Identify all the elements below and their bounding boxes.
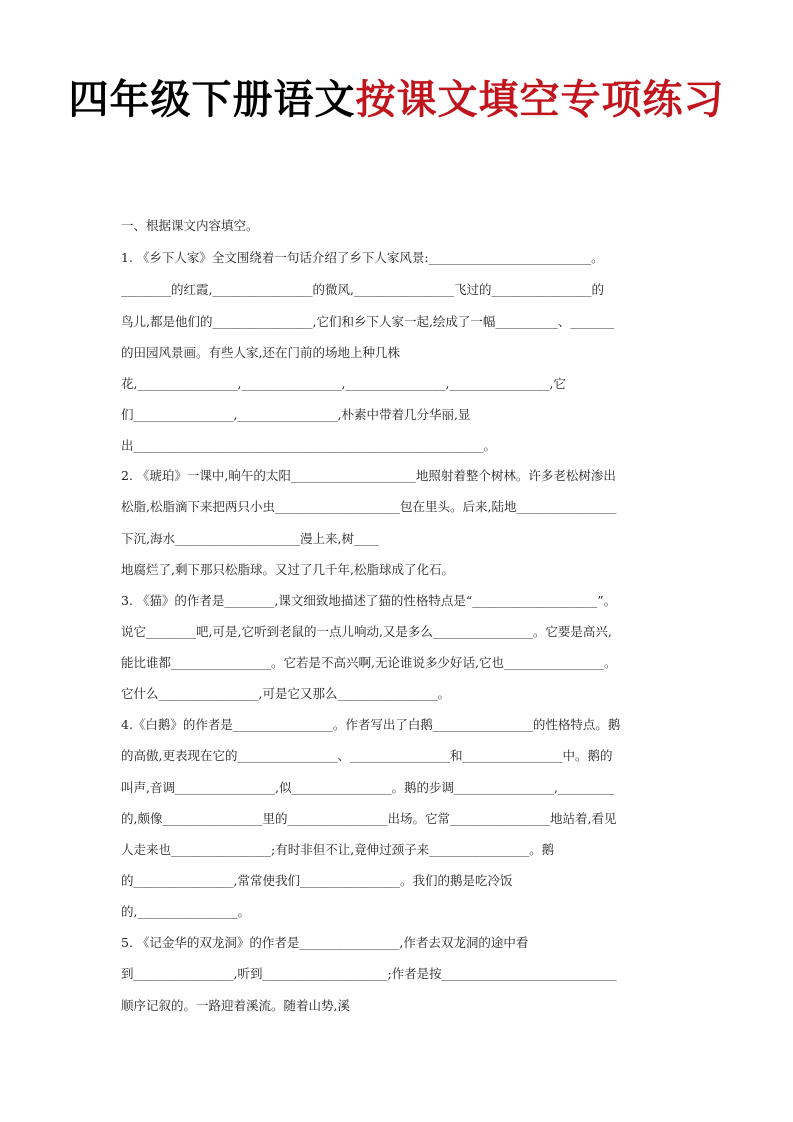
- text-line: 们________________,________________,朴素中带着几分华丽,显: [121, 407, 471, 422]
- text-line: 花,________________,________________,________________,________________,它: [121, 376, 566, 391]
- text-line: 鸟儿,都是他们的________________,它们和乡下人家一起,绘成了一幅__________、_______: [121, 314, 615, 329]
- text-line: 5. 《记金华的双龙洞》的作者是________________,作者去双龙洞的途中看: [121, 935, 529, 950]
- text-line: ________的红霞,________________的微风,________________飞过的________________的: [121, 282, 604, 297]
- text-line: 到________________,听到____________________;作者是按____________________________: [121, 966, 617, 981]
- title-black-part: 四年级下册语文: [68, 77, 356, 123]
- text-line: 能比谁都________________。它若是不高兴啊,无论谁说多少好话,它也________________。: [121, 655, 617, 670]
- text-line: 说它________吧,可是,它听到老鼠的一点儿响动,又是多么________________。它要是高兴,: [121, 624, 612, 639]
- text-line: 的________________,常常使我们________________。我们的鹅是吃冷饭: [121, 873, 513, 888]
- text-line: 的高傲,更表现在它的________________、________________和________________中。鹅的: [121, 748, 613, 763]
- text-line: 的田园风景画。有些人家,还在门前的场地上种几株: [121, 345, 400, 360]
- text-line: 出________________________________________________________。: [121, 438, 497, 453]
- text-line: 下沉,海水____________________漫上来,树____: [121, 531, 379, 546]
- text-line: 的,颇像________________里的________________出场。它常________________地站着,看见: [121, 811, 617, 826]
- page-title: [0, 68, 793, 125]
- text-line: 4.《白鹅》的作者是________________。作者写出了白鹅________________的性格特点。鹅: [121, 717, 621, 732]
- text-line: 的,________________。: [121, 904, 250, 919]
- section-heading: 一、根据课文内容填空。: [121, 218, 259, 233]
- text-line: 3. 《猫》的作者是________,课文细致地描述了猫的性格特点是“____________________”。: [121, 593, 617, 608]
- text-line: 2. 《琥珀》一课中,晌午的太阳____________________地照射着整个树林。许多老松树渗出: [121, 468, 616, 483]
- text-line: 叫声,音调________________,似________________。鹅的步调________________,_________: [121, 780, 615, 795]
- text-line: 人走来也________________;有时非但不让,竟伸过颈子来________________。鹅: [121, 842, 555, 857]
- title-red-part: 按课文填空专项练习: [355, 77, 725, 123]
- text-line: 顺序记叙的。一路迎着溪流。随着山势,溪: [121, 998, 350, 1013]
- text-line: 1. 《乡下人家》全文围绕着一句话介绍了乡下人家风景:__________________________。: [121, 250, 604, 265]
- text-line: 地腐烂了,剩下那只松脂球。又过了几千年,松脂球成了化石。: [121, 562, 454, 577]
- text-line: 松脂,松脂滴下来把两只小虫____________________包在里头。后来,陆地________________: [121, 499, 617, 514]
- text-line: 它什么________________,可是它又那么________________。: [121, 686, 450, 701]
